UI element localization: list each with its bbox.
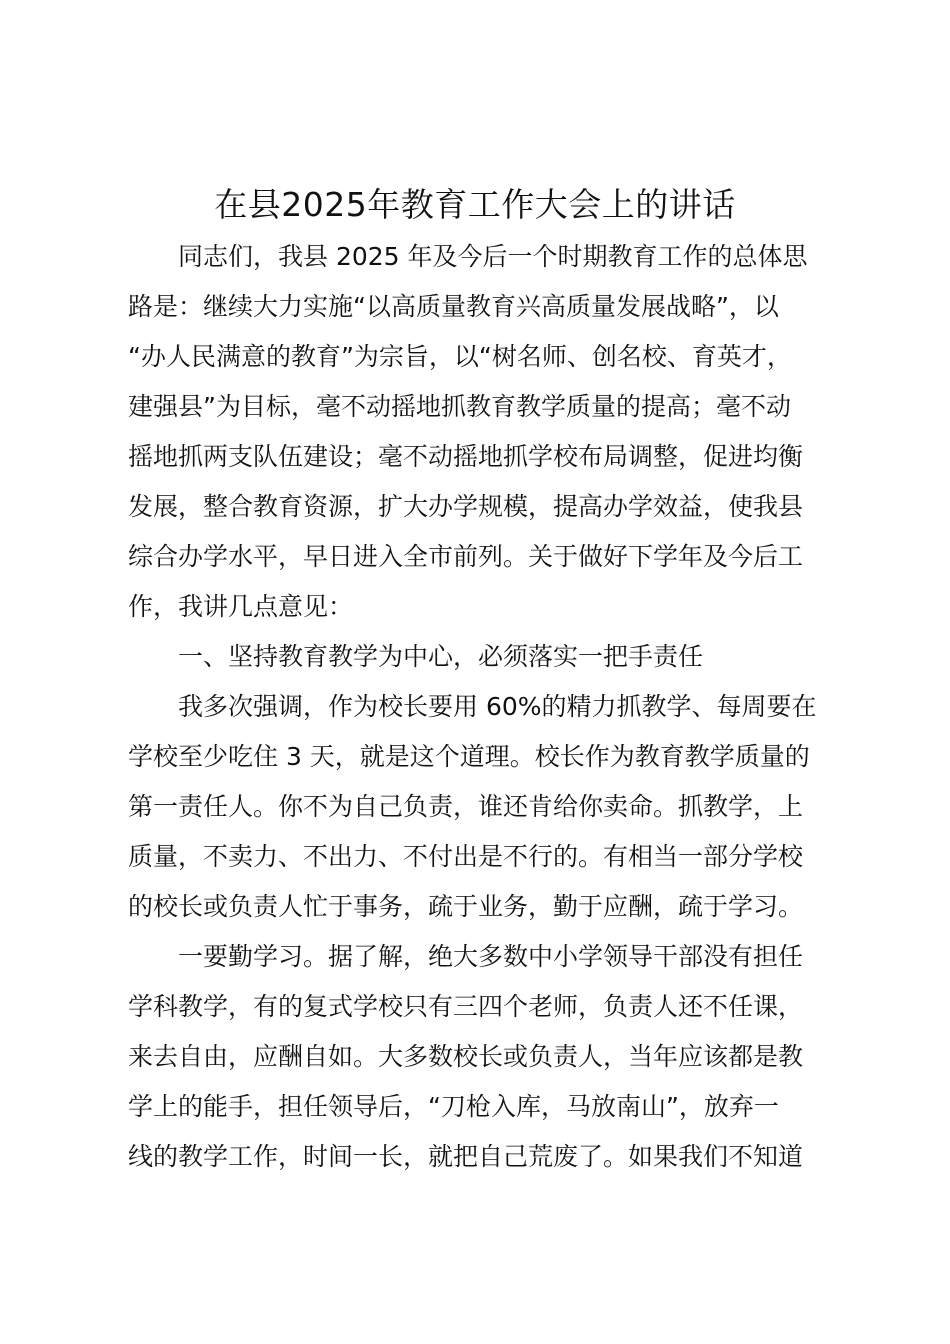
paragraph-line: 学上的能手，担任领导后，“刀枪入库，马放南山”，放弃一 <box>128 1092 779 1121</box>
paragraph-line: 学校至少吃住 3 天，就是这个道理。校长作为教育教学质量的 <box>128 742 810 771</box>
paragraph-line: 路是：继续大力实施“以高质量教育兴高质量发展战略”，以 <box>128 292 779 321</box>
paragraph-line: 同志们，我县 2025 年及今后一个时期教育工作的总体思 <box>178 242 808 271</box>
paragraph-line: 作，我讲几点意见： <box>128 592 354 621</box>
paragraph-line: 线的教学工作，时间一长，就把自己荒废了。如果我们不知道 <box>128 1142 804 1171</box>
document-body <box>128 232 838 1182</box>
paragraph-line: 学科教学，有的复式学校只有三四个老师，负责人还不任课， <box>128 992 804 1021</box>
paragraph-line: 我多次强调，作为校长要用 60%的精力抓教学、每周要在 <box>178 692 817 721</box>
document-title: 在县2025年教育工作大会上的讲话 <box>214 185 736 224</box>
paragraph-line: 的校长或负责人忙于事务，疏于业务，勤于应酬，疏于学习。 <box>128 892 804 921</box>
paragraph-line: 第一责任人。你不为自己负责，谁还肯给你卖命。抓教学，上 <box>128 792 804 821</box>
paragraph-line: 综合办学水平，早日进入全市前列。关于做好下学年及今后工 <box>128 542 804 571</box>
paragraph-line: 来去自由，应酬自如。大多数校长或负责人，当年应该都是教 <box>128 1042 804 1071</box>
paragraph-line: 质量，不卖力、不出力、不付出是不行的。有相当一部分学校 <box>128 842 804 871</box>
section-heading: 一、坚持教育教学为中心，必须落实一把手责任 <box>178 642 704 671</box>
paragraph-line: 发展，整合教育资源，扩大办学规模，提高办学效益，使我县 <box>128 492 804 521</box>
paragraph-line: 建强县”为目标，毫不动摇地抓教育教学质量的提高；毫不动 <box>128 392 791 421</box>
paragraph-line: 一要勤学习。据了解，绝大多数中小学领导干部没有担任 <box>178 942 804 971</box>
paragraph-line: 摇地抓两支队伍建设；毫不动摇地抓学校布局调整，促进均衡 <box>128 442 804 471</box>
paragraph-line: “办人民满意的教育”为宗旨，以“树名师、创名校、育英才， <box>128 342 792 371</box>
